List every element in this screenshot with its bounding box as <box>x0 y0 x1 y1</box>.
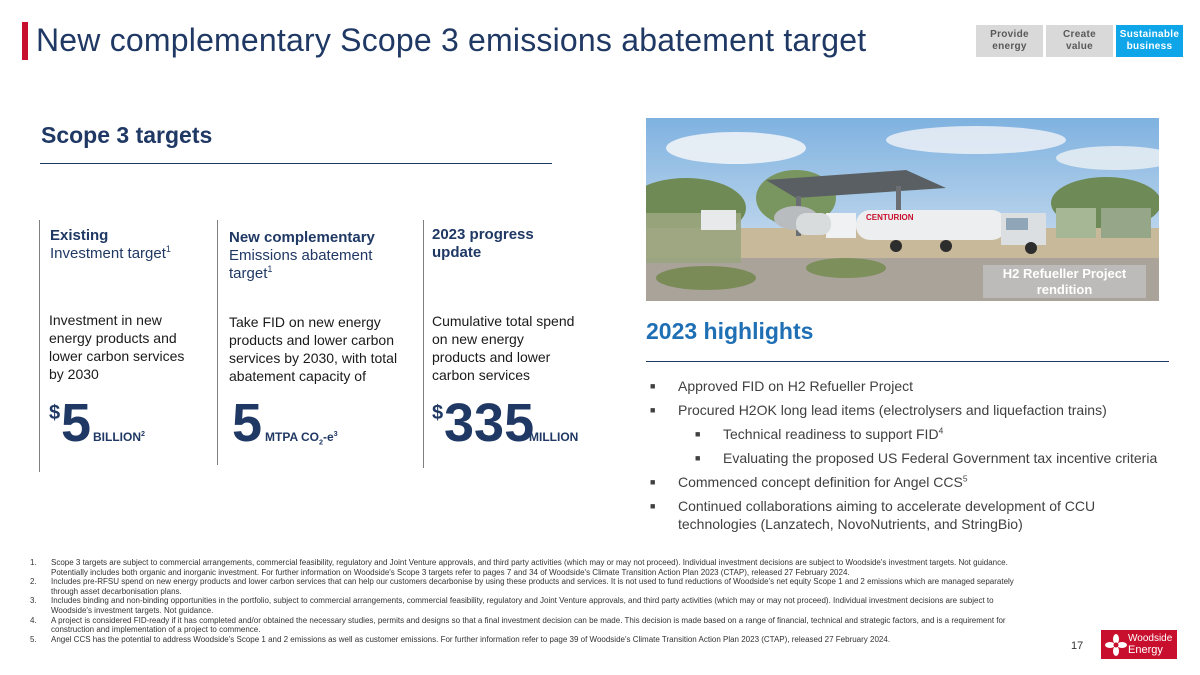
card-subheading: Emissions abatement target$^1$ <box>229 247 373 282</box>
list-item: ■ Technical readiness to support FID$^4$ <box>695 425 944 442</box>
card-heading: Existing <box>50 227 109 244</box>
footnote: 5. Angel CCS has the potential to address Woodside's Scope 1 and 2 emissions as well as customer emissions. For further information refer to page 39 of Woodside's Climate Transition Action Plan 2023 (CTAP), released 27 February 2024. <box>30 634 891 644</box>
column-divider <box>217 220 218 465</box>
bullet-icon: ■ <box>650 381 656 391</box>
section-divider <box>40 163 552 164</box>
progress-value: 335 <box>444 393 535 453</box>
scope3-section-title: Scope 3 targets <box>41 122 213 148</box>
card-subheading: Investment target$^1$ <box>50 244 171 262</box>
footnote: 3. Includes binding and non-binding opportunities in the portfolio, subject to commercial arrangements, commercial feasibility, regulatory and Joint Venture approvals, and third party activities (which may or may not proceed). Individual investment decisions are subject to Woodside's investment targets. Not guidance. <box>30 596 994 615</box>
tab-create-value[interactable]: Create value <box>1046 25 1113 57</box>
footnote: 2. Includes pre-RFSU spend on new energy products and lower carbon services that can help our customers decarbonise by using these products and services. It is not used to fund reductions of Woodside's net equity Scope 1 and 2 emissions which are managed separately through asset decarbonisation plans. <box>30 577 1014 596</box>
footnote: 1. Scope 3 targets are subject to commercial arrangements, commercial feasibility, regulatory and Joint Venture approvals, and third party activities (which may or may not proceed). Individual investment decisions are subject to Woodside's investment targets. Not guidance. Potentially includes both organic and inorganic investment. For further information on Woodside's Scope 3 targets refer to pages 7 and 34 of Woodside's Climate Transition Action Plan 2023 (CTAP), released 27 February 2024. <box>30 558 1008 577</box>
truck-brand-text: CENTURION <box>866 213 914 222</box>
list-item: ■ Approved FID on H2 Refueller Project <box>650 378 913 394</box>
currency-symbol: $ <box>49 402 61 424</box>
title-accent-bar <box>22 22 28 60</box>
card-description: Investment in new energy products and lower carbon services by 2030 <box>49 312 185 382</box>
list-item: ■ Commenced concept definition for Angel CCS$^5$ <box>650 473 968 490</box>
progress-unit: MILLION <box>529 430 579 444</box>
list-item: ■ Evaluating the proposed US Federal Government tax incentive criteria <box>695 450 1158 466</box>
woodside-flower-icon <box>1104 633 1128 657</box>
bullet-icon: ■ <box>650 477 656 487</box>
tab-sustainable-business[interactable]: Sustainable business <box>1116 25 1183 57</box>
woodside-energy-logo: Woodside Energy <box>1101 630 1177 659</box>
bullet-icon: ■ <box>650 501 656 511</box>
bullet-icon: ■ <box>695 453 701 463</box>
card-heading: 2023 progress update <box>432 226 534 261</box>
list-item: ■ Continued collaborations aiming to accelerate development of CCU technologies (Lanzatech, NovoNutrients, and StringBio) <box>650 498 1096 532</box>
photo-caption: H2 Refueller Project rendition <box>983 265 1146 298</box>
column-divider <box>423 220 424 468</box>
footnote: 4. A project is considered FID-ready if it has completed and/or obtained the necessary studies, permits and designs so that a final investment decision can be made. This decision is made based on a range of financial, technical and strategic factors, and is a requirement for construction and implementation of a project to commence. <box>30 615 1006 635</box>
bullet-icon: ■ <box>650 405 656 415</box>
tab-provide-energy[interactable]: Provide energy <box>976 25 1043 57</box>
section-nav <box>976 25 1183 57</box>
list-item: ■ Procured H2OK long lead items (electrolysers and liquefaction trains) <box>650 402 1107 418</box>
footnotes <box>30 558 1020 644</box>
page-number: 17 <box>1071 640 1084 652</box>
card-heading: New complementary <box>229 229 375 246</box>
highlights-title: 2023 highlights <box>646 318 814 344</box>
card-description: Take FID on new energy products and lower carbon services by 2030, with total abatement capacity of <box>229 314 398 384</box>
currency-symbol: $ <box>432 402 444 424</box>
bullet-icon: ■ <box>695 429 701 439</box>
slide-title: New complementary Scope 3 emissions abatement target <box>36 22 867 58</box>
target-unit: MTPA $CO_2-e^3$ <box>265 429 338 447</box>
highlights-divider <box>646 361 1169 362</box>
card-description: Cumulative total spend on new energy products and lower carbon services <box>432 313 575 383</box>
target-value: 5 <box>61 393 92 453</box>
target-value: 5 <box>232 393 263 453</box>
target-unit: BILLION$^2$ <box>93 429 145 444</box>
column-divider <box>39 220 40 472</box>
